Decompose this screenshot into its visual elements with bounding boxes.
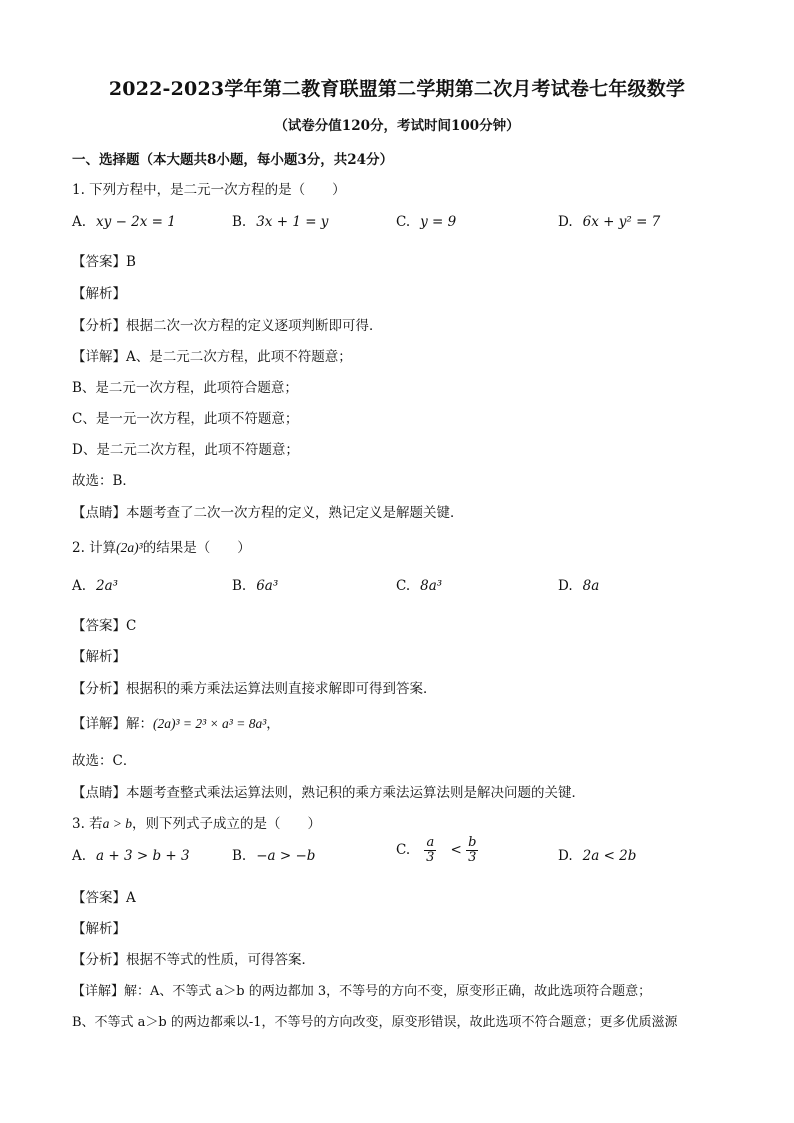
q3-answer: 【答案】A	[72, 890, 136, 906]
q2-answer: 【答案】C	[72, 618, 137, 634]
option-label: B.	[232, 848, 247, 864]
option-expr: 2a < 2b	[582, 848, 637, 864]
fraction-denominator: 3	[426, 849, 435, 865]
fraction-numerator: b	[468, 835, 477, 850]
option-expr: a + 3 > b + 3	[96, 848, 190, 864]
xiangjie-expr: (2a)³ = 2³ × a³ = 8a³	[153, 716, 267, 731]
q3-b-line: B、不等式 a＞b 的两边都乘以-1，不等号的方向改变，原变形错误，故此选项不符合题意；更多优质滋源	[72, 1015, 678, 1030]
q1-choose: 故选：B．	[72, 473, 136, 489]
option-label: C.	[396, 842, 411, 859]
option-expr: 8a	[582, 578, 600, 594]
q3-fenxi: 【分析】根据不等式的性质，可得答案．	[72, 952, 315, 968]
exam-subtitle: （试卷分值120分，考试时间100分钟）	[274, 118, 520, 134]
q2-option-a	[72, 578, 118, 594]
q2-dianjing: 【点睛】本题考查整式乘法运算法则，熟记积的乘方乘法运算法则是解决问题的关键．	[72, 785, 585, 801]
option-expr: −a > −b	[256, 848, 316, 864]
option-label: B.	[232, 578, 247, 594]
option-expr: 3x + 1 = y	[256, 214, 329, 230]
xiangjie-prefix: 【详解】解：	[72, 716, 153, 732]
option-label: D.	[558, 214, 573, 230]
q2-choose: 故选：C．	[72, 753, 137, 769]
fraction-b-over-3	[466, 836, 478, 864]
q3-xiangjie: 【详解】解：A、不等式 a＞b 的两边都加 3，不等号的方向不变，原变形正确，故此选项符合题意；	[72, 984, 652, 999]
q2-option-b	[232, 578, 278, 594]
stem-expr: a > b	[102, 816, 133, 831]
stem-suffix: 的结果是（ ）	[142, 540, 251, 556]
question-2-stem	[72, 536, 251, 556]
q1-c-line: C、是一元一次方程，此项不符题意；	[72, 411, 299, 427]
option-expr: y = 9	[420, 214, 457, 230]
exam-title: 2022-2023学年第二教育联盟第二学期第二次月考试卷七年级数学	[108, 78, 686, 100]
xiangjie-suffix: ，	[266, 716, 280, 732]
q2-option-d	[558, 578, 599, 594]
q1-answer: 【答案】B	[72, 254, 136, 270]
stem-expr: (2a)³	[116, 540, 143, 555]
option-label: A.	[72, 214, 87, 230]
option-label: C.	[396, 578, 411, 594]
question-1-stem: 1. 下列方程中，是二元一次方程的是（ ）	[72, 182, 346, 198]
option-expr: 2a³	[96, 578, 119, 594]
option-expr: 6x + y² = 7	[582, 214, 661, 230]
q1-b-line: B、是二元一次方程，此项符合题意；	[72, 380, 298, 396]
q1-option-a	[72, 214, 176, 230]
fraction-numerator: a	[426, 835, 435, 850]
option-label: D.	[558, 848, 573, 864]
q1-option-d	[558, 214, 660, 230]
q3-option-a	[72, 848, 190, 864]
q2-fenxi: 【分析】根据积的乘方乘法运算法则直接求解即可得到答案．	[72, 681, 437, 697]
q3-option-b	[232, 848, 315, 864]
q1-option-b	[232, 214, 328, 230]
stem-prefix: 3. 若	[72, 816, 103, 832]
option-expr: 8a³	[420, 578, 443, 594]
option-expr: xy − 2x = 1	[96, 214, 176, 230]
q2-analysis-tag: 【解析】	[72, 649, 126, 665]
q1-option-c	[396, 214, 456, 230]
option-label: A.	[72, 578, 87, 594]
q1-xiangjie: 【详解】A、是二元二次方程，此项不符题意；	[72, 349, 352, 365]
option-label: D.	[558, 578, 573, 594]
stem-suffix: ，则下列式子成立的是（ ）	[132, 816, 322, 832]
fraction-denominator: 3	[468, 849, 477, 865]
q3-option-d	[558, 848, 636, 864]
relation-sign: <	[450, 842, 462, 859]
q1-dianjing: 【点睛】本题考查了二次一次方程的定义，熟记定义是解题关键．	[72, 505, 464, 521]
stem-prefix: 2. 计算	[72, 540, 117, 556]
q1-d-line: D、是二元二次方程，此项不符题意；	[72, 442, 299, 458]
q2-xiangjie	[72, 712, 280, 732]
q2-option-c	[396, 578, 442, 594]
q1-analysis-tag: 【解析】	[72, 286, 126, 302]
q1-fenxi: 【分析】根据二次一次方程的定义逐项判断即可得．	[72, 318, 383, 334]
option-label: A.	[72, 848, 87, 864]
option-label: C.	[396, 214, 411, 230]
q3-option-c	[396, 836, 478, 864]
question-3-stem	[72, 812, 321, 832]
option-label: B.	[232, 214, 247, 230]
fraction-a-over-3	[424, 836, 436, 864]
section-heading: 一、选择题（本大题共8小题，每小题3分，共24分）	[72, 152, 394, 168]
q3-analysis-tag: 【解析】	[72, 921, 126, 937]
option-expr: 6a³	[256, 578, 279, 594]
